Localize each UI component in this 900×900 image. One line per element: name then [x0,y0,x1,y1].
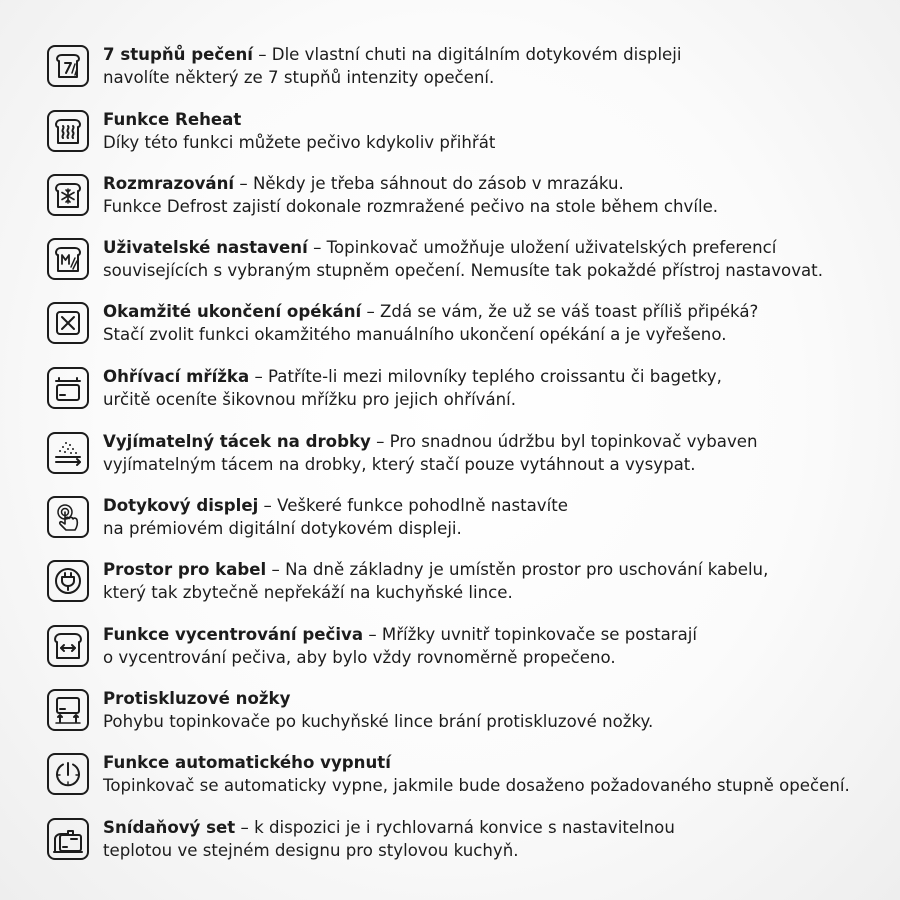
feature-description: – Pro snadnou údržbu byl topinkovač vybaven [370,432,758,451]
auto-off-icon [46,752,90,796]
feature-cable-storage [46,557,866,607]
feature-title: Funkce vycentrování pečiva [103,625,364,644]
feature-auto-off [46,750,866,800]
feature-defrost [46,171,866,221]
touch-display-icon [46,495,90,539]
feature-reheat [46,107,866,157]
cable-storage-icon [46,559,90,603]
feature-anti-slip [46,686,866,736]
feature-title: 7 stupňů pečení [103,45,253,64]
feature-description: – Patříte-li mezi milovníky teplého croissantu či bagetky, [249,367,722,386]
feature-description: – Zdá se vám, že už se váš toast příliš připéká? [361,302,759,321]
feature-title: Okamžité ukončení opékání [103,302,362,321]
feature-title: Uživatelské nastavení [103,238,308,257]
feature-description-line2: Pohybu topinkovače po kuchyňské lince brání protiskluzové nožky. [103,712,654,731]
feature-centering [46,622,866,672]
feature-description: – Dle vlastní chuti na digitálním dotykovém displeji [252,45,682,64]
feature-description-line2: Funkce Defrost zajistí dokonale rozmražené pečivo na stole během chvíle. [103,197,719,216]
feature-description-line2: určitě oceníte šikovnou mřížku pro jejich ohřívání. [103,390,517,409]
feature-title: Protiskluzové nožky [103,689,291,708]
feature-description: – Na dně základny je umístěn prostor pro uschování kabelu, [266,560,769,579]
feature-title: Vyjímatelný tácek na drobky [103,432,371,451]
feature-description-line2: Stačí zvolit funkci okamžitého manuálního ukončení opékání a je vyřešeno. [103,325,727,344]
feature-description-line2: souvisejících s vybraným stupněm opečení. Nemusíte tak pokaždé přístroj nastavovat. [103,261,823,280]
memory-toast-icon [46,237,90,281]
feature-description-line2: o vycentrování pečiva, aby bylo vždy rovnoměrně propečeno. [103,648,616,667]
feature-user-settings [46,235,866,285]
feature-description-line2: na prémiovém digitální dotykovém displeji. [103,519,462,538]
reheat-icon [46,109,90,153]
feature-description-line2: Díky této funkci můžete pečivo kdykoliv přihřát [103,133,496,152]
feature-description-line2: navolíte některý ze 7 stupňů intenzity opečení. [103,68,495,87]
centering-icon [46,624,90,668]
feature-description: – k dispozici je i rychlovarná konvice s nastavitelnou [235,818,675,837]
feature-description-line2: který tak zbytečně nepřekáží na kuchyňské lince. [103,583,513,602]
toast-7-levels-icon [46,44,90,88]
feature-title: Funkce automatického vypnutí [103,753,391,772]
feature-description: – Topinkovač umožňuje uložení uživatelských preferencí [307,238,777,257]
feature-breakfast-set [46,815,866,865]
feature-warming-rack [46,364,866,414]
feature-description-line2: teplotou ve stejném designu pro stylovou kuchyň. [103,841,519,860]
feature-title: Funkce Reheat [103,110,242,129]
feature-title: Dotykový displej [103,496,259,515]
feature-description-line2: Topinkovač se automaticky vypne, jakmile bude dosaženo požadovaného stupně opečení. [103,776,850,795]
feature-7-levels [46,42,866,92]
feature-crumb-tray [46,429,866,479]
anti-slip-feet-icon [46,688,90,732]
feature-instant-stop [46,299,866,349]
feature-description: – Někdy je třeba sáhnout do zásob v mrazáku. [234,174,624,193]
cancel-icon [46,301,90,345]
warming-rack-icon [46,366,90,410]
defrost-icon [46,173,90,217]
feature-touch-display [46,493,866,543]
feature-title: Snídaňový set [103,818,236,837]
feature-description: – Veškeré funkce pohodlně nastavíte [258,496,568,515]
feature-title: Ohřívací mřížka [103,367,250,386]
feature-title: Rozmrazování [103,174,235,193]
crumb-tray-icon [46,431,90,475]
feature-description-line2: vyjímatelným tácem na drobky, který stačí pouze vytáhnout a vysypat. [103,455,696,474]
feature-title: Prostor pro kabel [103,560,267,579]
feature-description: – Mřížky uvnitř topinkovače se postarají [363,625,697,644]
breakfast-set-icon [46,817,90,861]
